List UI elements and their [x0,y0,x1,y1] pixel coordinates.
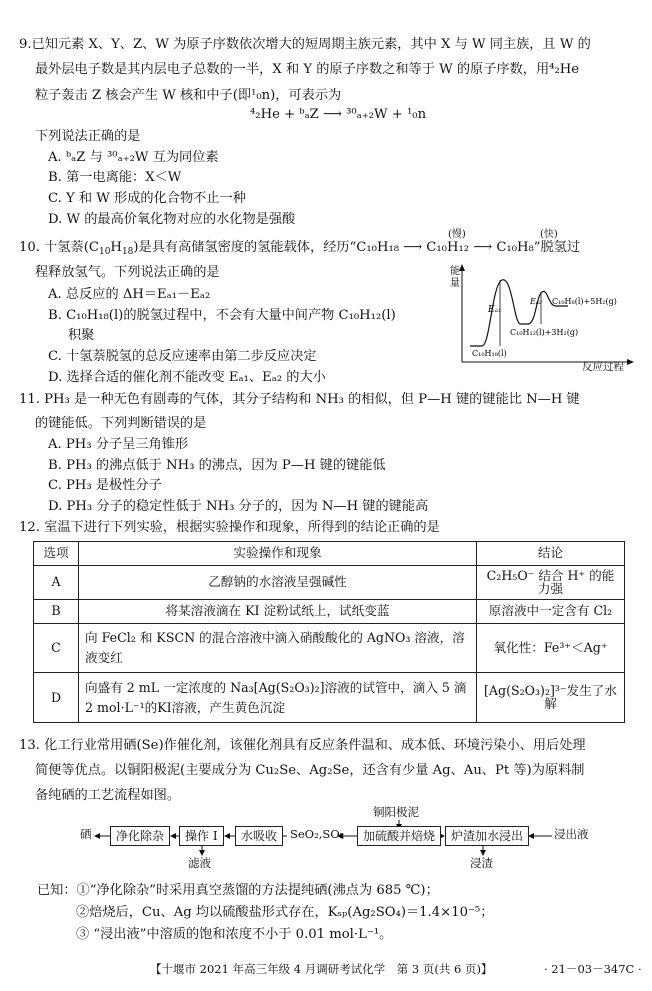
row-b-conclusion: 原溶液中一定含有 Cl₂ [477,600,625,624]
row-d-option: D [34,673,79,723]
q10-option-b1: B. C₁₀H₁₈(l)的脱氢过程中，不会有大量中间产物 C₁₀H₁₂(l) [48,308,396,323]
header-option: 选项 [34,542,79,566]
q9-line1: 9.已知元素 X、Y、Z、W 为原子序数依次增大的短周期主族元素，其中 X 与 W 同主族，且 W 的 [19,37,591,52]
y-label-2: 量 [450,278,460,289]
table-header-row [34,542,625,566]
x-axis-arrow [627,359,634,365]
q9-line2: 最外层电子数是其内层电子总数的一半，X 和 Y 的原子序数之和等于 W 的原子序数，用⁴₂He [35,62,580,77]
state-c10h8: C₁₀H₈(l)+5H₂(g) [552,297,617,306]
q12-stem: 12. 室温下进行下列实验，根据实验操作和现象，所得到的结论正确的是 [19,520,440,535]
state-c10h18: C₁₀H₁₈(l) [472,349,507,358]
header-conclusion: 结论 [477,542,625,566]
q13-line3: 备纯硒的工艺流程如图。 [35,788,181,803]
q10-option-b2: 积聚 [68,328,95,343]
q10-line1-b: 10 [98,247,111,257]
row-b-operation: 将某溶液滴在 KI 淀粉试纸上，试纸变蓝 [79,600,477,624]
footer-left: 【十堰市 2021 年高三年级 4 月调研考试化学 第 3 页(共 6 页)】 [150,962,493,976]
q10-option-a: A. 总反应的 ΔH＝Eₐ₁－Eₐ₂ [48,287,211,302]
flow-filtrate-label: 滤液 [188,856,211,870]
q9-option-b: B. 第一电离能：X＜W [48,170,182,185]
q9-line3: 粒子轰击 Z 核会产生 W 核和中子(即¹₀n)，可表示为 [35,88,342,103]
table-row [34,624,625,673]
q13-known-1: 已知：①“净化除杂”时采用真空蒸馏的方法提纯硒(沸点为 685 ℃)； [37,883,439,898]
row-b-option: B [34,600,79,624]
ea1-label: Eₐ₁ [488,305,502,315]
q9-option-a: A. ᵇₐZ 与 ³⁰ₐ₊₂W 互为同位素 [48,150,219,165]
y-label-1: 能 [450,266,460,277]
q10-line1-c: H [110,240,122,255]
q13-known-2: ②焙烧后，Cu、Ag 均以硫酸盐形式存在，Kₛₚ(Ag₂SO₄)＝1.4×10⁻⁵； [76,905,494,920]
experiment-table [33,541,625,723]
q13-line2: 简便等优点。以铜阳极泥(主要成分为 Cu₂Se、Ag₂Se，还含有少量 Ag、Au、Pt 等)为原料制 [35,763,585,778]
flow-box-leach: 炉渣加水浸出 [445,826,529,846]
q11-option-a: A. PH₃ 分子呈三角锥形 [48,437,189,452]
row-a-option: A [34,566,79,600]
q10-fast-label: (快) [540,229,558,240]
row-a-conclusion: C₂H₅O⁻ 结合 H⁺ 的能力强 [477,566,625,600]
flow-box-operation: 操作 I [179,826,224,846]
q11-option-b: B. PH₃ 的沸点低于 NH₃ 的沸点，因为 P—H 键的键能低 [48,458,386,473]
q9-option-d: D. W 的最高价氧化物对应的水化物是强酸 [48,212,296,227]
row-d-conclusion: [Ag(S₂O₃)₂]³⁻发生了水解 [477,673,625,723]
q11-option-d: D. PH₃ 分子的稳定性低于 NH₃ 分子的，因为 N—H 键的键能高 [48,499,429,514]
state-c10h12: C₁₀H₁₂(l)+3H₂(g) [510,328,579,337]
q10-line1-e: )是具有高储氢密度的氢能载体，经历“C₁₀H₁₈ ⟶ C₁₀H₁₂ ⟶ C₁₀H₈”脱氢过 [133,240,581,255]
q10-option-d: D. 选择合适的催化剂不能改变 Eₐ₁、Eₐ₂ 的大小 [48,370,326,385]
q10-slow-label: (慢) [448,229,466,240]
q9-equation: ⁴₂He + ᵇₐZ ⟶ ³⁰ₐ₊₂W + ¹₀n [250,107,427,122]
row-c-option: C [34,624,79,673]
ea2-label: Eₐ₂ [530,297,543,306]
flow-box-purify: 净化除杂 [110,826,170,846]
flow-box-water-absorb: 水吸收 [235,826,283,846]
flow-output-label: 浸出液 [554,827,589,841]
q10-line1-a: 10. 十氢萘(C [19,240,99,255]
process-flow-lines [0,805,652,878]
q11-line1: 11. PH₃ 是一种无色有剧毒的气体，其分子结构和 NH₃ 的相似，但 P—H 键的键能比 N—H 键 [19,392,580,407]
row-a-operation: 乙醇钠的水溶液呈强碱性 [79,566,477,600]
q10-option-c: C. 十氢萘脱氢的总反应速率由第二步反应决定 [48,349,317,364]
q9-option-c: C. Y 和 W 形成的化合物不止一种 [48,191,246,206]
q10-line1-d: 18 [121,247,134,257]
row-c-conclusion: 氧化性：Fe³⁺＜Ag⁺ [477,624,625,673]
q10-line2: 程释放氢气。下列说法正确的是 [35,265,220,280]
flow-input-label: 铜阳极泥 [373,805,419,819]
q10-line1 [19,241,580,257]
header-operation: 实验操作和现象 [79,542,477,566]
q11-line2: 的键能低。下列判断错误的是 [35,416,207,431]
flow-residue-label: 浸渣 [470,856,493,870]
q13-line1: 13. 化工行业常用硒(Se)作催化剂，该催化剂具有反应条件温和、成本低、环境污染小、用后处理 [19,738,586,753]
q9-stem: 下列说法正确的是 [35,129,141,144]
flow-gas-label: SeO₂,SO₂ [290,827,345,841]
table-row [34,566,625,600]
flow-box-roast: 加硫酸并焙烧 [357,826,441,846]
table-row [34,600,625,624]
row-d-operation: 向盛有 2 mL 一定浓度的 Na₃[Ag(S₂O₃)₂]溶液的试管中，滴入 5 滴 2 mol·L⁻¹的KI溶液，产生黄色沉淀 [79,673,477,723]
row-c-operation: 向 FeCl₂ 和 KSCN 的混合溶液中滴入硝酸酸化的 AgNO₃ 溶液，溶液变红 [79,624,477,673]
q13-known-3: ③ “浸出液”中溶质的饱和浓度不小于 0.01 mol·L⁻¹。 [76,927,393,942]
flow-se-label: 硒 [80,827,92,841]
energy-diagram [448,262,638,374]
x-axis-label: 反应过程 [582,361,624,373]
q11-option-c: C. PH₃ 是极性分子 [48,478,162,493]
footer-right: · 21－03－347C · [544,962,642,976]
table-row [34,673,625,723]
